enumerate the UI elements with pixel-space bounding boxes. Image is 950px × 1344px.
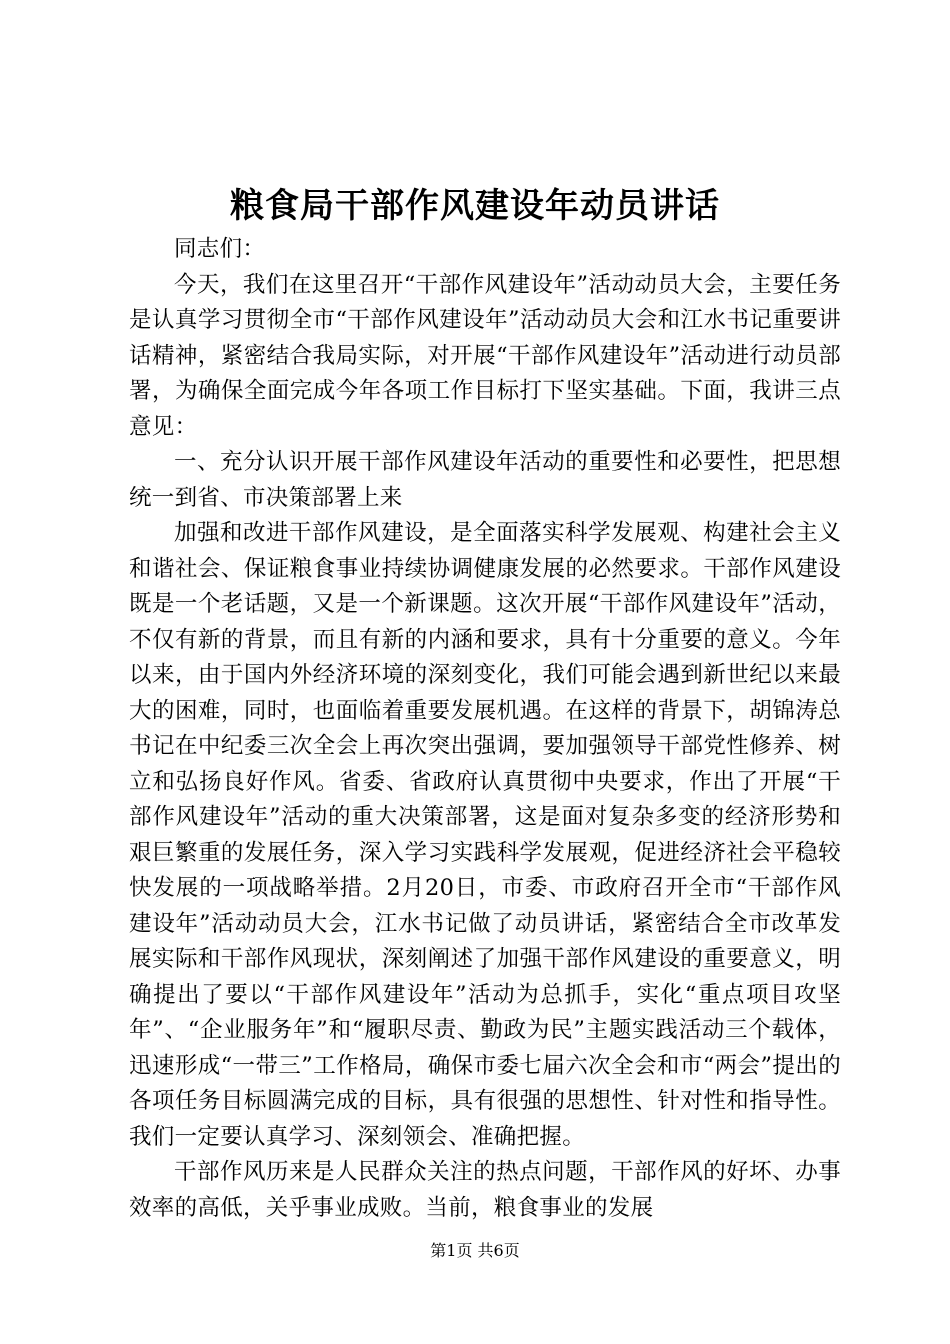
salutation-paragraph: 同志们： — [174, 236, 266, 262]
document-title: 粮食局干部作风建设年动员讲话 — [230, 186, 720, 226]
document-body — [129, 232, 841, 1226]
body-paragraph: 干部作风历来是人民群众关注的热点问题，干部作风的好坏、办事效率的高低，关乎事业成败。当前，粮食事业的发展 — [129, 1159, 841, 1221]
body-paragraph: 加强和改进干部作风建设，是全面落实科学发展观、构建社会主义和谐社会、保证粮食事业持续协调健康发展的必然要求。干部作风建设既是一个老话题，又是一个新课题。这次开展“干部作风建设年”活动，不仅有新的背景，而且有新的内涵和要求，具有十分重要的意义。今年以来，由于国内外经济环境的深刻变化，我们可能会遇到新世纪以来最大的困难，同时，也面临着重要发展机遇。在这样的背景下，胡锦涛总书记在中纪委三次全会上再次突出强调，要加强领导干部党性修养、树立和弘扬良好作风。省委、省政府认真贯彻中央要求，作出了开展“干部作风建设年”活动的重大决策部署，这是面对复杂多变的经济形势和艰巨繁重的发展任务，深入学习实践科学发展观，促进经济社会平稳较快发展的一项战略举措。2月20日，市委、市政府召开全市“干部作风建设年”活动动员大会，江水书记做了动员讲话，紧密结合全市改革发展实际和干部作风现状，深刻阐述了加强干部作风建设的重要意义，明确提出了要以“干部作风建设年”活动为总抓手，实化“重点项目攻坚年”、“企业服务年”和“履职尽责、勤政为民”主题实践活动三个载体，迅速形成“一带三”工作格局，确保市委七届六次全会和市“两会”提出的各项任务目标圆满完成的目标，具有很强的思想性、针对性和指导性。我们一定要认真学习、深刻领会、准确把握。 — [129, 520, 841, 1150]
intro-paragraph: 今天，我们在这里召开“干部作风建设年”活动动员大会，主要任务是认真学习贯彻全市“干部作风建设年”活动动员大会和江水书记重要讲话精神，紧密结合我局实际，对开展“干部作风建设年”活动进行动员部署，为确保全面完成今年各项工作目标打下坚实基础。下面，我讲三点意见： — [129, 271, 841, 440]
page-number-footer: 第1页 共6页 — [430, 1241, 520, 1260]
section-heading-1: 一、充分认识开展干部作风建设年活动的重要性和必要性，把思想统一到省、市决策部署上来 — [129, 449, 841, 511]
